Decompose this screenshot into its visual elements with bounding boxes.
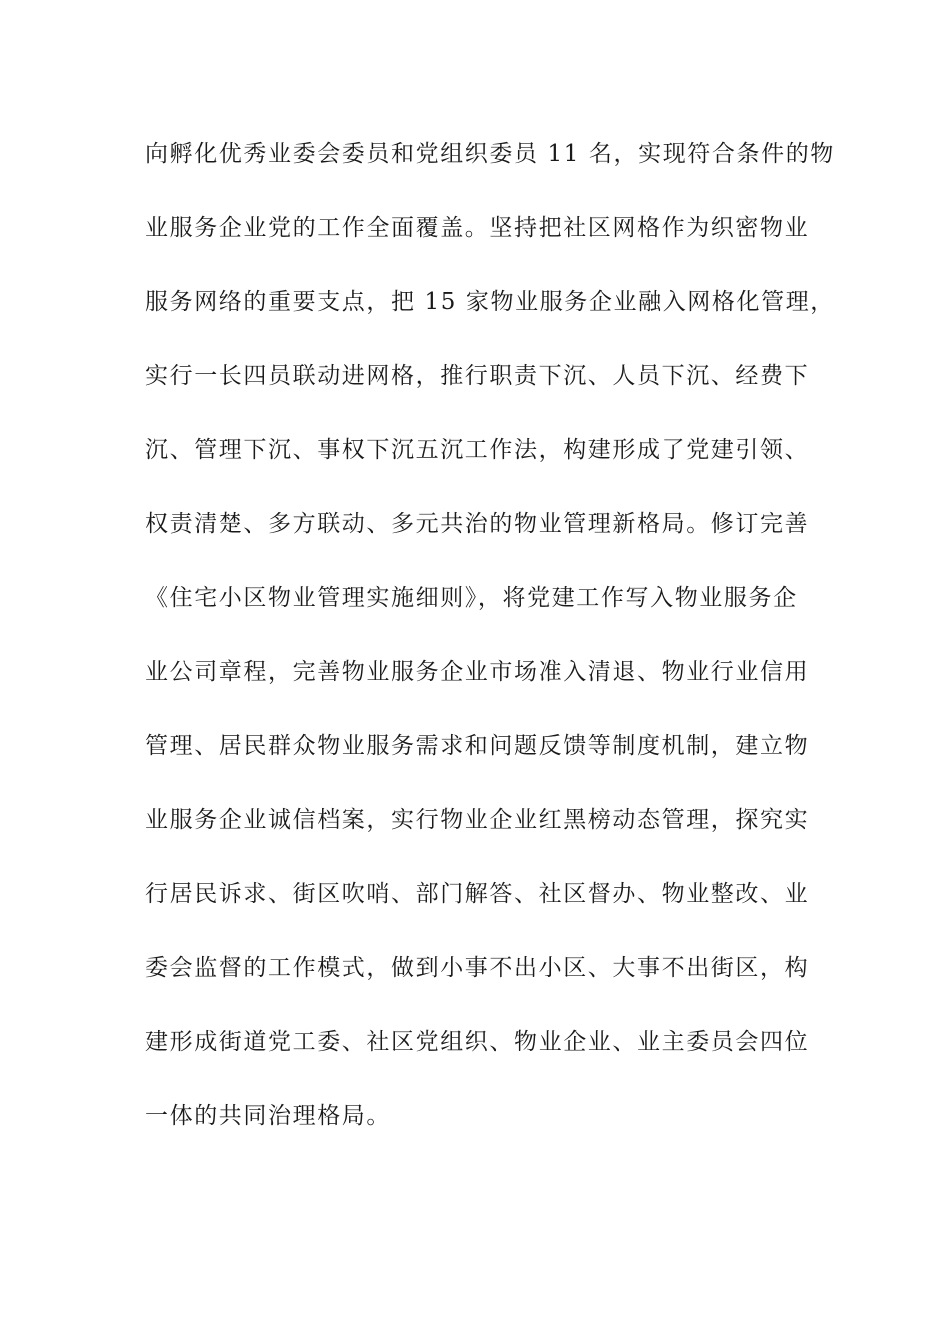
- paragraph-line-5: 沉、管理下沉、事权下沉五沉工作法，构建形成了党建引领、: [145, 437, 810, 463]
- paragraph-line-2: 业服务企业党的工作全面覆盖。坚持把社区网格作为织密物业: [145, 215, 810, 241]
- paragraph-line-7: 《住宅小区物业管理实施细则》，将党建工作写入物业服务企: [145, 585, 798, 611]
- paragraph-line-6: 权责清楚、多方联动、多元共治的物业管理新格局。修订完善: [145, 511, 810, 537]
- paragraph-line-4: 实行一长四员联动进网格，推行职责下沉、人员下沉、经费下: [145, 363, 810, 389]
- paragraph-line-12: 委会监督的工作模式，做到小事不出小区、大事不出街区，构: [145, 955, 810, 981]
- body-paragraph: [145, 132, 835, 1168]
- paragraph-line-9: 管理、居民群众物业服务需求和问题反馈等制度机制，建立物: [145, 733, 810, 759]
- paragraph-line-3: 服务网络的重要支点，把 15 家物业服务企业融入网格化管理，: [145, 289, 835, 315]
- paragraph-line-1: 向孵化优秀业委会委员和党组织委员 11 名，实现符合条件的物: [145, 141, 835, 167]
- paragraph-line-14: 一体的共同治理格局。: [145, 1103, 391, 1129]
- paragraph-line-10: 业服务企业诚信档案，实行物业企业红黑榜动态管理，探究实: [145, 807, 810, 833]
- paragraph-line-11: 行居民诉求、街区吹哨、部门解答、社区督办、物业整改、业: [145, 881, 810, 907]
- paragraph-line-8: 业公司章程，完善物业服务企业市场准入清退、物业行业信用: [145, 659, 810, 685]
- paragraph-line-13: 建形成街道党工委、社区党组织、物业企业、业主委员会四位: [145, 1029, 810, 1055]
